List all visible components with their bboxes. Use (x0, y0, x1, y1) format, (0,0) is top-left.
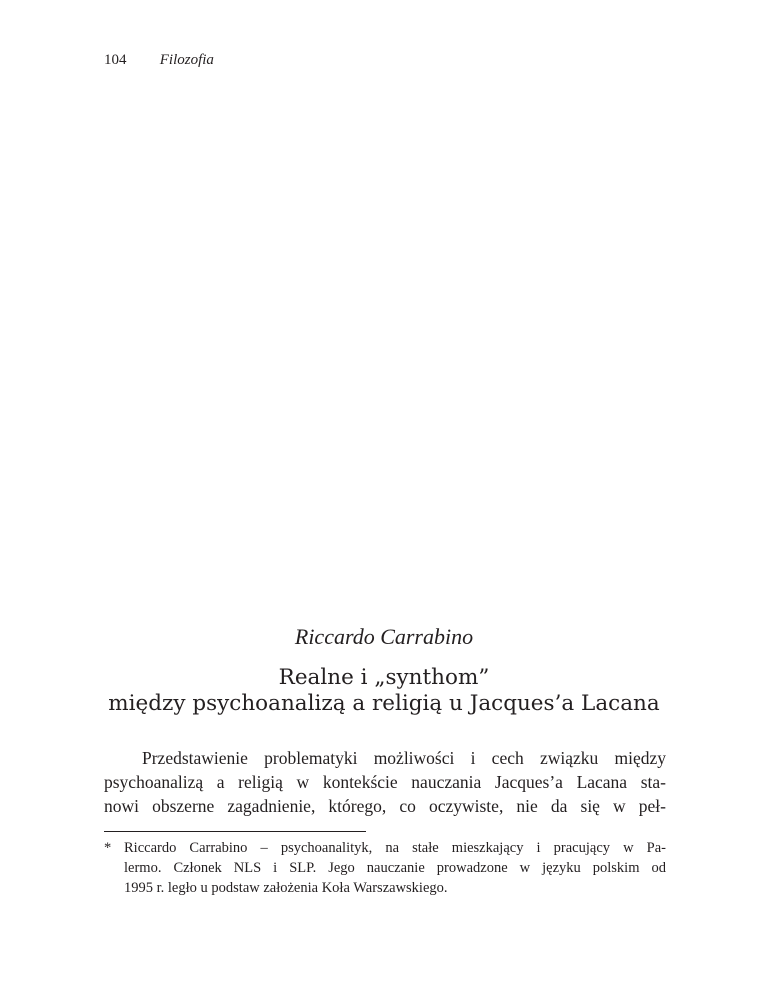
page-number: 104 (104, 52, 127, 68)
body-line: nowi obszerne zagadnienie, którego, co oczywiste, nie da się w peł- (104, 796, 666, 816)
body-line: Przedstawienie problematyki możliwości i cech związku między (142, 748, 666, 768)
section-title: Filozofia (159, 52, 214, 68)
article-title (60, 665, 708, 717)
footnote-line: 1995 r. legło u podstaw założenia Koła Warszawskiego. (124, 880, 448, 896)
footnote-divider (104, 831, 366, 832)
footnote-line: lermo. Członek NLS i SLP. Jego nauczanie prowadzone w języku polskim od (124, 860, 666, 876)
article-title-line-2: między psychoanalizą a religią u Jacques’a Lacana (108, 691, 660, 716)
footnote-line: Riccardo Carrabino – psychoanalityk, na stałe mieszkający i pracujący w Pa- (124, 840, 666, 856)
running-head (104, 50, 214, 70)
footnote-marker: * (104, 840, 112, 856)
body-paragraph (104, 746, 666, 818)
footnote (104, 838, 666, 898)
article-title-line-1: Realne i „synthom” (278, 665, 490, 690)
body-line: psychoanalizą a religią w kontekście nauczania Jacques’a Lacana sta- (104, 772, 666, 792)
article-author: Riccardo Carrabino (294, 624, 474, 649)
